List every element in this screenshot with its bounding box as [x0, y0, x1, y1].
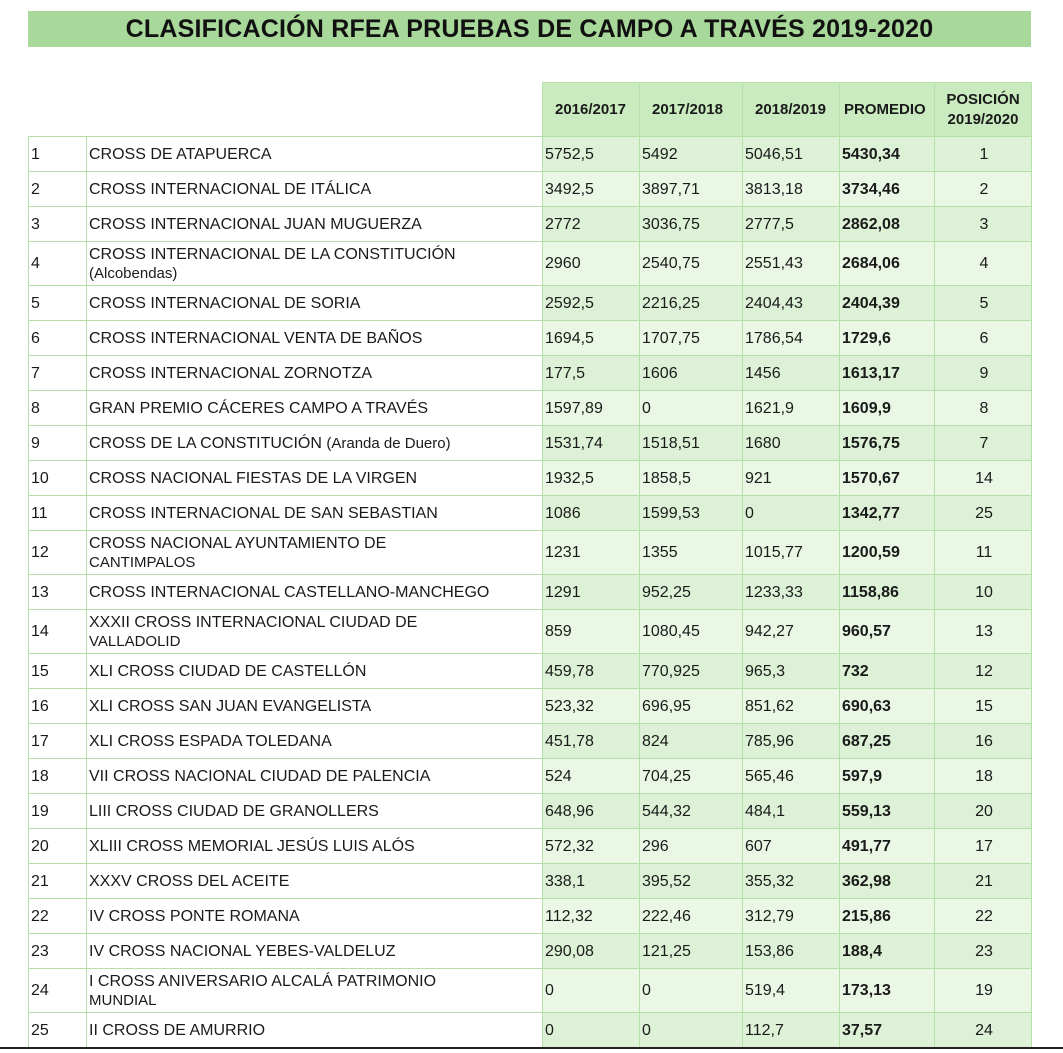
position-2019-2020: 12 — [935, 654, 1032, 689]
row-number: 2 — [29, 172, 87, 207]
position-2019-2020: 23 — [935, 934, 1032, 969]
score-2017-2018: 222,46 — [640, 899, 743, 934]
row-number: 11 — [29, 496, 87, 531]
score-2018-2019: 153,86 — [743, 934, 840, 969]
position-2019-2020: 14 — [935, 461, 1032, 496]
position-2019-2020: 5 — [935, 286, 1032, 321]
race-name: CROSS INTERNACIONAL JUAN MUGUERZA — [89, 215, 422, 233]
score-promedio: 1158,86 — [840, 575, 935, 610]
table-row — [29, 356, 1032, 391]
score-2017-2018: 5492 — [640, 137, 743, 172]
score-2016-2017: 451,78 — [543, 724, 640, 759]
score-2017-2018: 121,25 — [640, 934, 743, 969]
header-row — [29, 83, 1032, 137]
header-2017-2018: 2017/2018 — [640, 83, 743, 137]
race-name-cell — [87, 242, 543, 286]
score-2018-2019: 312,79 — [743, 899, 840, 934]
position-2019-2020: 18 — [935, 759, 1032, 794]
table-row — [29, 794, 1032, 829]
race-name: LIII CROSS CIUDAD DE GRANOLLERS — [89, 802, 379, 820]
row-number: 9 — [29, 426, 87, 461]
table-row — [29, 461, 1032, 496]
position-2019-2020: 24 — [935, 1013, 1032, 1048]
row-number: 14 — [29, 610, 87, 654]
score-2017-2018: 1707,75 — [640, 321, 743, 356]
race-name: GRAN PREMIO CÁCERES CAMPO A TRAVÉS — [89, 399, 429, 417]
score-promedio: 559,13 — [840, 794, 935, 829]
score-2017-2018: 3897,71 — [640, 172, 743, 207]
score-promedio: 1729,6 — [840, 321, 935, 356]
race-name: VII CROSS NACIONAL CIUDAD DE PALENCIA — [89, 767, 431, 785]
race-name: XLIII CROSS MEMORIAL JESÚS LUIS ALÓS — [89, 837, 415, 855]
race-name-cell — [87, 172, 543, 207]
header-promedio: PROMEDIO — [840, 83, 935, 137]
score-2018-2019: 3813,18 — [743, 172, 840, 207]
position-2019-2020: 10 — [935, 575, 1032, 610]
race-name-cell — [87, 654, 543, 689]
race-name: CROSS INTERNACIONAL CASTELLANO-MANCHEGO — [89, 583, 490, 601]
race-name: XXXV CROSS DEL ACEITE — [89, 872, 290, 890]
row-number: 20 — [29, 829, 87, 864]
score-2017-2018: 1599,53 — [640, 496, 743, 531]
table-row — [29, 137, 1032, 172]
score-2018-2019: 0 — [743, 496, 840, 531]
race-name: CROSS INTERNACIONAL VENTA DE BAÑOS — [89, 329, 423, 347]
row-number: 1 — [29, 137, 87, 172]
row-number: 17 — [29, 724, 87, 759]
race-name: CROSS INTERNACIONAL DE ITÁLICA — [89, 180, 372, 198]
score-2017-2018: 824 — [640, 724, 743, 759]
score-promedio: 173,13 — [840, 969, 935, 1013]
score-promedio: 732 — [840, 654, 935, 689]
score-2018-2019: 1233,33 — [743, 575, 840, 610]
score-2016-2017: 2772 — [543, 207, 640, 242]
table-row — [29, 242, 1032, 286]
score-2017-2018: 1518,51 — [640, 426, 743, 461]
position-2019-2020: 17 — [935, 829, 1032, 864]
score-2016-2017: 459,78 — [543, 654, 640, 689]
score-promedio: 188,4 — [840, 934, 935, 969]
table-row — [29, 496, 1032, 531]
row-number: 23 — [29, 934, 87, 969]
position-2019-2020: 7 — [935, 426, 1032, 461]
score-promedio: 215,86 — [840, 899, 935, 934]
score-2017-2018: 3036,75 — [640, 207, 743, 242]
row-number: 16 — [29, 689, 87, 724]
score-2018-2019: 851,62 — [743, 689, 840, 724]
score-2016-2017: 572,32 — [543, 829, 640, 864]
score-promedio: 687,25 — [840, 724, 935, 759]
race-name-cell — [87, 207, 543, 242]
table-row — [29, 172, 1032, 207]
score-promedio: 3734,46 — [840, 172, 935, 207]
header-posicion-line1: POSICIÓN — [946, 90, 1020, 108]
row-number: 24 — [29, 969, 87, 1013]
score-promedio: 1613,17 — [840, 356, 935, 391]
position-2019-2020: 6 — [935, 321, 1032, 356]
table-row — [29, 829, 1032, 864]
score-2018-2019: 565,46 — [743, 759, 840, 794]
row-number: 7 — [29, 356, 87, 391]
score-2016-2017: 5752,5 — [543, 137, 640, 172]
row-number: 12 — [29, 531, 87, 575]
position-2019-2020: 4 — [935, 242, 1032, 286]
position-2019-2020: 13 — [935, 610, 1032, 654]
row-number: 13 — [29, 575, 87, 610]
score-promedio: 1200,59 — [840, 531, 935, 575]
score-2016-2017: 524 — [543, 759, 640, 794]
score-2016-2017: 0 — [543, 1013, 640, 1048]
race-name: CROSS DE ATAPUERCA — [89, 145, 272, 163]
header-2018-2019: 2018/2019 — [743, 83, 840, 137]
race-name-cell — [87, 1013, 543, 1048]
score-2018-2019: 519,4 — [743, 969, 840, 1013]
table-row — [29, 1013, 1032, 1048]
header-2016-2017: 2016/2017 — [543, 83, 640, 137]
table-row — [29, 899, 1032, 934]
score-2018-2019: 112,7 — [743, 1013, 840, 1048]
score-2016-2017: 648,96 — [543, 794, 640, 829]
row-number: 5 — [29, 286, 87, 321]
score-2018-2019: 1456 — [743, 356, 840, 391]
header-posicion — [935, 83, 1032, 137]
position-2019-2020: 11 — [935, 531, 1032, 575]
score-promedio: 1570,67 — [840, 461, 935, 496]
score-2017-2018: 0 — [640, 1013, 743, 1048]
race-name-cell — [87, 137, 543, 172]
race-name: IV CROSS PONTE ROMANA — [89, 907, 300, 925]
table-row — [29, 934, 1032, 969]
score-2017-2018: 2216,25 — [640, 286, 743, 321]
race-location: MUNDIAL — [89, 991, 157, 1009]
race-location: (Aranda de Duero) — [326, 434, 451, 452]
row-number: 8 — [29, 391, 87, 426]
race-name: II CROSS DE AMURRIO — [89, 1021, 266, 1039]
score-2018-2019: 484,1 — [743, 794, 840, 829]
position-2019-2020: 3 — [935, 207, 1032, 242]
score-2017-2018: 2540,75 — [640, 242, 743, 286]
race-name-cell — [87, 899, 543, 934]
score-2016-2017: 177,5 — [543, 356, 640, 391]
table-row — [29, 426, 1032, 461]
table-row — [29, 864, 1032, 899]
position-2019-2020: 22 — [935, 899, 1032, 934]
score-2017-2018: 696,95 — [640, 689, 743, 724]
header-blank-number — [29, 83, 87, 137]
score-2017-2018: 0 — [640, 391, 743, 426]
score-promedio: 690,63 — [840, 689, 935, 724]
score-2018-2019: 607 — [743, 829, 840, 864]
score-2018-2019: 5046,51 — [743, 137, 840, 172]
score-2018-2019: 1621,9 — [743, 391, 840, 426]
race-name-cell — [87, 575, 543, 610]
row-number: 3 — [29, 207, 87, 242]
race-name-cell — [87, 496, 543, 531]
score-2018-2019: 942,27 — [743, 610, 840, 654]
score-2018-2019: 2551,43 — [743, 242, 840, 286]
position-2019-2020: 21 — [935, 864, 1032, 899]
header-posicion-line2: 2019/2020 — [947, 110, 1019, 128]
score-2016-2017: 1086 — [543, 496, 640, 531]
table-row — [29, 610, 1032, 654]
race-name-cell — [87, 864, 543, 899]
score-2016-2017: 1932,5 — [543, 461, 640, 496]
race-name-cell — [87, 724, 543, 759]
score-2018-2019: 921 — [743, 461, 840, 496]
race-location: (Alcobendas) — [89, 264, 178, 282]
score-2017-2018: 395,52 — [640, 864, 743, 899]
table-row — [29, 321, 1032, 356]
race-name-cell — [87, 829, 543, 864]
score-promedio: 960,57 — [840, 610, 935, 654]
table-row — [29, 969, 1032, 1013]
score-2017-2018: 1858,5 — [640, 461, 743, 496]
race-name-cell — [87, 934, 543, 969]
score-promedio: 1609,9 — [840, 391, 935, 426]
score-2017-2018: 770,925 — [640, 654, 743, 689]
score-2016-2017: 0 — [543, 969, 640, 1013]
race-name-cell — [87, 391, 543, 426]
row-number: 25 — [29, 1013, 87, 1048]
table-row — [29, 689, 1032, 724]
race-name-cell — [87, 969, 543, 1013]
race-name: XLI CROSS ESPADA TOLEDANA — [89, 732, 332, 750]
score-promedio: 2404,39 — [840, 286, 935, 321]
score-promedio: 1342,77 — [840, 496, 935, 531]
race-name-cell — [87, 794, 543, 829]
score-promedio: 491,77 — [840, 829, 935, 864]
score-2016-2017: 1597,89 — [543, 391, 640, 426]
score-2016-2017: 338,1 — [543, 864, 640, 899]
race-name-cell — [87, 426, 543, 461]
position-2019-2020: 25 — [935, 496, 1032, 531]
score-2016-2017: 2960 — [543, 242, 640, 286]
position-2019-2020: 8 — [935, 391, 1032, 426]
score-2018-2019: 1015,77 — [743, 531, 840, 575]
score-promedio: 1576,75 — [840, 426, 935, 461]
race-name: CROSS NACIONAL AYUNTAMIENTO DE — [89, 534, 387, 552]
position-2019-2020: 19 — [935, 969, 1032, 1013]
table-row — [29, 575, 1032, 610]
position-2019-2020: 20 — [935, 794, 1032, 829]
race-name: CROSS INTERNACIONAL ZORNOTZA — [89, 364, 372, 382]
race-location: CANTIMPALOS — [89, 553, 196, 571]
table-row — [29, 391, 1032, 426]
score-2017-2018: 1606 — [640, 356, 743, 391]
race-name-cell — [87, 321, 543, 356]
row-number: 15 — [29, 654, 87, 689]
bottom-divider — [0, 1047, 1063, 1049]
score-2018-2019: 355,32 — [743, 864, 840, 899]
score-2018-2019: 1680 — [743, 426, 840, 461]
race-name-cell — [87, 286, 543, 321]
score-2016-2017: 1694,5 — [543, 321, 640, 356]
score-2016-2017: 1231 — [543, 531, 640, 575]
table-row — [29, 724, 1032, 759]
score-2017-2018: 952,25 — [640, 575, 743, 610]
score-2016-2017: 1531,74 — [543, 426, 640, 461]
position-2019-2020: 16 — [935, 724, 1032, 759]
table-row — [29, 654, 1032, 689]
race-name-cell — [87, 759, 543, 794]
row-number: 6 — [29, 321, 87, 356]
score-promedio: 2684,06 — [840, 242, 935, 286]
score-2016-2017: 3492,5 — [543, 172, 640, 207]
race-name: XLI CROSS SAN JUAN EVANGELISTA — [89, 697, 372, 715]
score-2017-2018: 1355 — [640, 531, 743, 575]
score-2017-2018: 1080,45 — [640, 610, 743, 654]
score-2016-2017: 859 — [543, 610, 640, 654]
race-location: VALLADOLID — [89, 632, 181, 650]
score-2017-2018: 544,32 — [640, 794, 743, 829]
ranking-table — [28, 82, 1032, 1048]
table-row — [29, 286, 1032, 321]
score-promedio: 362,98 — [840, 864, 935, 899]
row-number: 22 — [29, 899, 87, 934]
table-body — [29, 137, 1032, 1048]
table-row — [29, 531, 1032, 575]
position-2019-2020: 1 — [935, 137, 1032, 172]
row-number: 4 — [29, 242, 87, 286]
table-row — [29, 759, 1032, 794]
score-2016-2017: 523,32 — [543, 689, 640, 724]
race-name-cell — [87, 689, 543, 724]
race-name: CROSS INTERNACIONAL DE SORIA — [89, 294, 361, 312]
race-name-cell — [87, 356, 543, 391]
score-promedio: 2862,08 — [840, 207, 935, 242]
score-promedio: 597,9 — [840, 759, 935, 794]
score-promedio: 5430,34 — [840, 137, 935, 172]
position-2019-2020: 15 — [935, 689, 1032, 724]
page-title: CLASIFICACIÓN RFEA PRUEBAS DE CAMPO A TRAVÉS 2019-2020 — [125, 14, 934, 43]
row-number: 18 — [29, 759, 87, 794]
race-name-cell — [87, 531, 543, 575]
row-number: 19 — [29, 794, 87, 829]
race-name: CROSS DE LA CONSTITUCIÓN — [89, 434, 322, 452]
race-name: XLI CROSS CIUDAD DE CASTELLÓN — [89, 662, 367, 680]
race-name: XXXII CROSS INTERNACIONAL CIUDAD DE — [89, 613, 418, 631]
position-2019-2020: 2 — [935, 172, 1032, 207]
race-name: CROSS NACIONAL FIESTAS DE LA VIRGEN — [89, 469, 418, 487]
score-2016-2017: 112,32 — [543, 899, 640, 934]
score-2018-2019: 2777,5 — [743, 207, 840, 242]
header-blank-name — [87, 83, 543, 137]
race-name-cell — [87, 461, 543, 496]
score-2016-2017: 290,08 — [543, 934, 640, 969]
score-2018-2019: 1786,54 — [743, 321, 840, 356]
row-number: 21 — [29, 864, 87, 899]
table-row — [29, 207, 1032, 242]
score-2017-2018: 704,25 — [640, 759, 743, 794]
score-2018-2019: 785,96 — [743, 724, 840, 759]
race-name: IV CROSS NACIONAL YEBES-VALDELUZ — [89, 942, 396, 960]
race-name-cell — [87, 610, 543, 654]
score-promedio: 37,57 — [840, 1013, 935, 1048]
title-banner — [28, 11, 1031, 47]
score-2016-2017: 2592,5 — [543, 286, 640, 321]
race-name: CROSS INTERNACIONAL DE LA CONSTITUCIÓN — [89, 245, 456, 263]
row-number: 10 — [29, 461, 87, 496]
score-2016-2017: 1291 — [543, 575, 640, 610]
score-2018-2019: 965,3 — [743, 654, 840, 689]
score-2017-2018: 0 — [640, 969, 743, 1013]
race-name: CROSS INTERNACIONAL DE SAN SEBASTIAN — [89, 504, 438, 522]
score-2017-2018: 296 — [640, 829, 743, 864]
score-2018-2019: 2404,43 — [743, 286, 840, 321]
position-2019-2020: 9 — [935, 356, 1032, 391]
race-name: I CROSS ANIVERSARIO ALCALÁ PATRIMONIO — [89, 972, 437, 990]
